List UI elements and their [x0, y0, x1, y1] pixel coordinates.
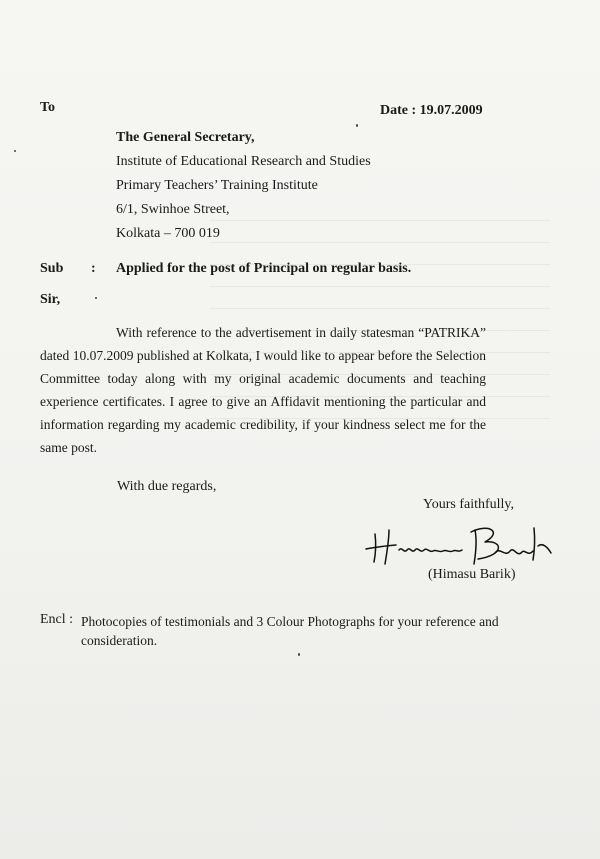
enclosure-label: Encl : [40, 612, 74, 627]
to-label: To [40, 100, 56, 115]
enclosure-text: Photocopies of testimonials and 3 Colour Photographs for your reference and consideration. [81, 614, 499, 648]
scan-speck [356, 124, 358, 127]
recipient-line-4: Kolkata – 700 019 [116, 226, 220, 241]
recipient-line-1: Institute of Educational Research and Studies [116, 154, 371, 169]
letter-body: With reference to the advertisement in daily statesman “PATRIKA” dated 10.07.2009 published at Kolkata, I would like to appear before the Selection Committee today along with my original academic documents and teaching experience certificates. I agree to give an Affidavit mentioning the particular and information regarding my academic credibility, if your kindness select me for the same post. [40, 325, 486, 455]
regards-line: With due regards, [117, 479, 217, 494]
recipient-title: The General Secretary, [116, 130, 255, 145]
subject-text: Applied for the post of Principal on regular basis. [116, 261, 412, 276]
subject-colon: : [91, 261, 96, 276]
signature-image [363, 520, 553, 566]
scan-speck [298, 653, 300, 656]
recipient-line-3: 6/1, Swinhoe Street, [116, 202, 230, 217]
closing-line: Yours faithfully, [423, 497, 515, 512]
salutation: Sir, [40, 292, 61, 307]
letter-date: Date : 19.07.2009 [380, 103, 483, 118]
scan-speck [95, 297, 97, 299]
signatory-name: (Himasu Barik) [428, 567, 516, 582]
subject-label: Sub [40, 261, 64, 276]
scan-speck [14, 150, 16, 152]
recipient-line-2: Primary Teachers’ Training Institute [116, 178, 318, 193]
